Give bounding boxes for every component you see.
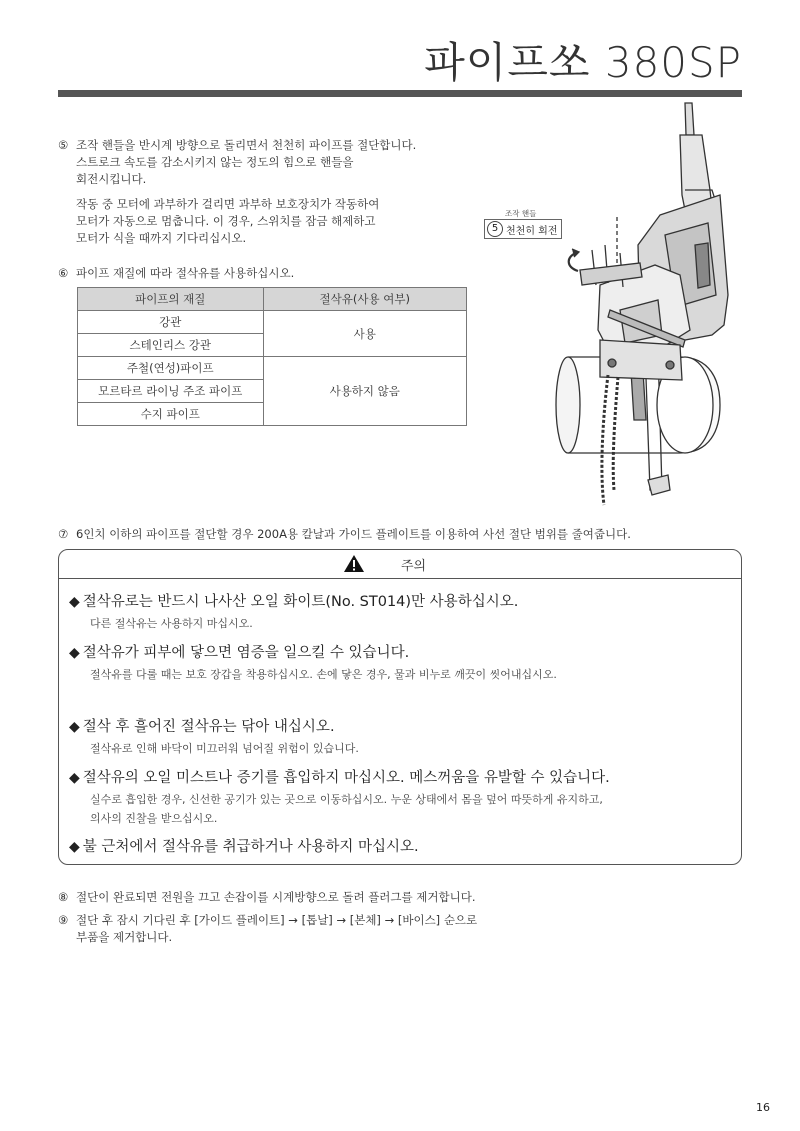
- table-cell-material: 주철(연성)파이프: [78, 357, 264, 380]
- caution-header: [59, 550, 741, 579]
- page-title: 파이프쏘 380SP: [424, 38, 742, 87]
- callout-number: 5: [487, 221, 503, 237]
- diamond-bullet-icon: ◆: [69, 594, 80, 610]
- caution-item-title: [69, 641, 409, 662]
- table-cell-material: 수지 파이프: [78, 403, 264, 426]
- diamond-bullet-icon: ◆: [69, 770, 80, 786]
- step5-note-line-1: 작동 중 모터에 과부하가 걸리면 과부하 보호장치가 작동하여: [76, 197, 380, 211]
- callout-handle-label: 조작 핸들: [505, 209, 537, 218]
- step5-block: [58, 137, 416, 188]
- table-cell-material: 스테인리스 강관: [78, 334, 264, 357]
- step5-line-2: 스트로크 속도를 감소시키지 않는 정도의 힘으로 핸들을: [76, 155, 354, 169]
- step5-note-line-2: 모터가 자동으로 멈춥니다. 이 경우, 스위치를 잠금 해제하고: [76, 214, 376, 228]
- table-header-row: [78, 288, 467, 311]
- caution-item-title: [69, 590, 518, 611]
- step8-block: [58, 889, 476, 906]
- step7-block: [58, 526, 631, 543]
- step6-block: [58, 265, 294, 282]
- caution-item-title: [69, 835, 419, 856]
- caution-item-text: 절삭유의 오일 미스트나 증기를 흡입하지 마십시오. 메스꺼움을 유발할 수 있습니다.: [82, 770, 610, 786]
- step7-number: ⑦: [58, 527, 69, 541]
- table-cell-use: 사용: [263, 311, 466, 357]
- step9-line-1: 절단 후 잠시 기다린 후 [가이드 플레이트] → [톱날] → [본체] → [바이스] 순으로: [76, 913, 478, 927]
- caution-item-text: 절삭유로는 반드시 나사산 오일 화이트(No. ST014)만 사용하십시오.: [82, 594, 519, 610]
- step6-number: ⑥: [58, 266, 69, 280]
- step8-number: ⑧: [58, 890, 69, 904]
- step5-line-3: 회전시킵니다.: [76, 172, 147, 186]
- step5-line-1: 조작 핸들을 반시계 방향으로 돌리면서 천천히 파이프를 절단합니다.: [76, 138, 417, 152]
- pipe-saw-illustration: [480, 95, 742, 510]
- diamond-bullet-icon: ◆: [69, 719, 80, 735]
- table-header-material: 파이프의 재질: [78, 288, 264, 311]
- step9-line-2: 부품을 제거합니다.: [76, 930, 173, 944]
- step5-note: [58, 196, 379, 247]
- step9-number: ⑨: [58, 913, 69, 927]
- step5-note-line-3: 모터가 식을 때까지 기다리십시오.: [76, 231, 247, 245]
- callout-text: 천천히 회전: [506, 225, 558, 237]
- step6-text: 파이프 재질에 따라 절삭유를 사용하십시오.: [76, 266, 295, 280]
- caution-item-title: [69, 715, 335, 736]
- step5-number: ⑤: [58, 138, 69, 152]
- caution-item-note: 절삭유로 인해 바닥이 미끄러워 넘어질 위험이 있습니다.: [90, 742, 359, 755]
- table-row: [78, 311, 467, 334]
- caution-item-text: 절삭 후 흘어진 절삭유는 닦아 내십시오.: [82, 719, 335, 735]
- warning-triangle-icon: [343, 554, 365, 573]
- page-number: 16: [756, 1101, 770, 1114]
- table-row: [78, 357, 467, 380]
- caution-item-text: 불 근처에서 절삭유를 취급하거나 사용하지 마십시오.: [82, 839, 419, 855]
- caution-item-title: [69, 766, 610, 787]
- table-cell-material: 강관: [78, 311, 264, 334]
- caution-label: 주의: [401, 559, 427, 574]
- caution-box: [58, 549, 742, 865]
- table-cell-material: 모르타르 라이닝 주조 파이프: [78, 380, 264, 403]
- step7-text: 6인치 이하의 파이프를 절단할 경우 200A용 칼날과 가이드 플레이트를 이용하여 사선 절단 범위를 줄여줍니다.: [76, 527, 631, 541]
- step9-block: [58, 912, 477, 946]
- callout-rotate-slowly: [484, 219, 562, 239]
- caution-item-text: 절삭유가 피부에 닿으면 염증을 일으킬 수 있습니다.: [82, 645, 410, 661]
- table-header-oil: 절삭유(사용 여부): [263, 288, 466, 311]
- table-cell-no-use: 사용하지 않음: [263, 357, 466, 426]
- caution-item-note: 절삭유를 다룰 때는 보호 장갑을 착용하십시오. 손에 닿은 경우, 물과 비누로 깨끗이 씻어내십시오.: [90, 668, 557, 681]
- step8-text: 절단이 완료되면 전원을 끄고 손잡이를 시계방향으로 돌려 플러그를 제거합니다.: [76, 890, 476, 904]
- caution-item-note: 의사의 진찰을 받으십시오.: [90, 812, 218, 825]
- diamond-bullet-icon: ◆: [69, 645, 80, 661]
- diamond-bullet-icon: ◆: [69, 839, 80, 855]
- caution-item-note: 실수로 흡입한 경우, 신선한 공기가 있는 곳으로 이동하십시오. 누운 상태에서 몸을 덮어 따뜻하게 유지하고,: [90, 793, 603, 806]
- pipe-material-table: [77, 287, 467, 426]
- caution-item-note: 다른 절삭유는 사용하지 마십시오.: [90, 617, 253, 630]
